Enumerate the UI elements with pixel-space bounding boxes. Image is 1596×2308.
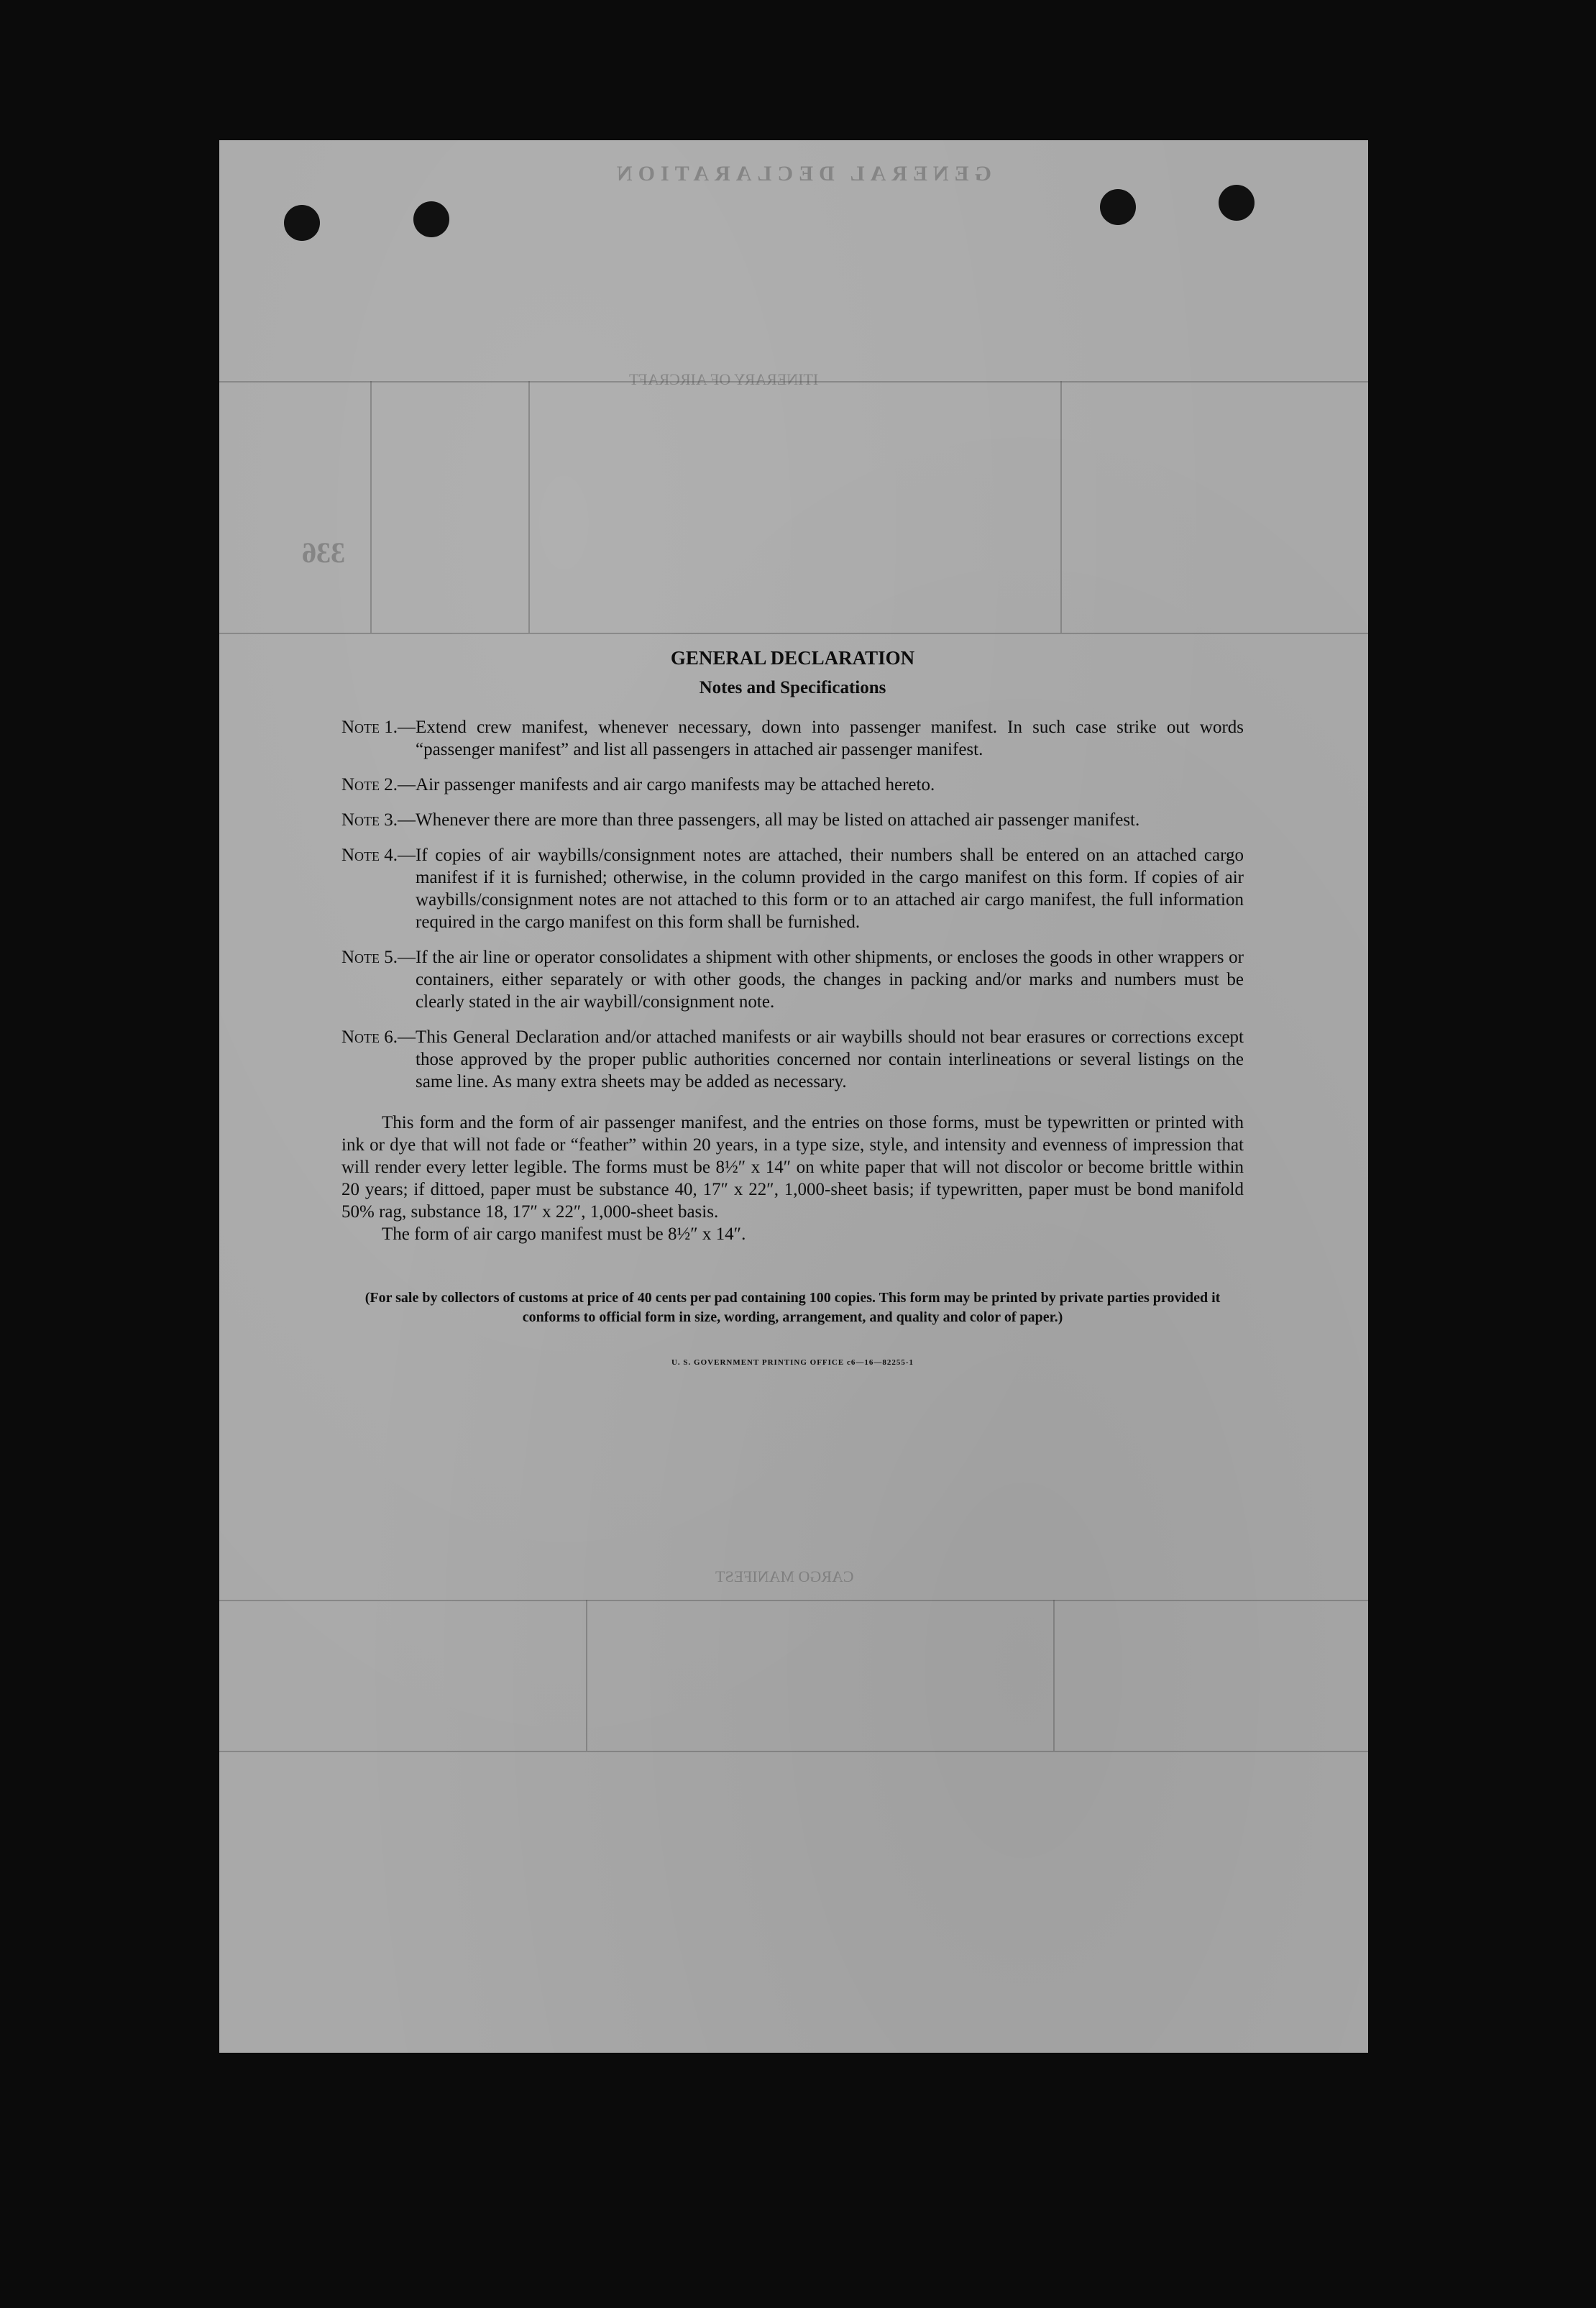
punch-hole [1100, 189, 1136, 225]
declaration-text [341, 647, 1244, 1374]
note-3 [341, 809, 1244, 831]
bleedthrough-rule [219, 381, 1368, 383]
note-label: Note 5.— [341, 948, 416, 967]
note-label: Note 4.— [341, 846, 416, 865]
bleedthrough-rule [1060, 381, 1062, 633]
note-label: Note 1.— [341, 718, 416, 737]
sale-notice: (For sale by collectors of customs at price of 40 cents per pad containing 100 copies. This form may be printed by private parties provided it conforms to official form in size, wording, arrangement, and quality and color of paper.) [364, 1290, 1221, 1325]
punch-hole [413, 201, 449, 237]
bleedthrough-cargo-manifest: CARGO MANIFEST [715, 1567, 854, 1585]
note-text: This General Declaration and/or attached manifests or air waybills should not bear erasures or corrections except those approved by the proper public authorities concerned nor contain interlineations or several listings on the same line. As many extra sheets may be added as necessary. [416, 1027, 1244, 1091]
bleedthrough-rule [370, 381, 372, 633]
bleedthrough-title: GENERAL DECLARATION [611, 162, 992, 186]
bleedthrough-rule [1053, 1600, 1055, 1751]
note-1 [341, 716, 1244, 761]
note-label: Note 2.— [341, 775, 416, 794]
note-text: Whenever there are more than three passengers, all may be listed on attached air passenger manifest. [416, 810, 1140, 830]
note-text: Extend crew manifest, whenever necessary, down into passenger manifest. In such case strike out words “passenger manifest” and list all passengers in attached air passenger manifest. [416, 718, 1244, 759]
bleedthrough-number: 336 [302, 536, 345, 569]
bleedthrough-rule [219, 633, 1368, 634]
note-5 [341, 946, 1244, 1013]
note-label: Note 6.— [341, 1027, 416, 1047]
note-text: If copies of air waybills/consignment notes are attached, their numbers shall be entered on an attached cargo manifest if it is furnished; otherwise, in the column provided in the cargo manifest on this form. If copies of air waybills/consignment notes are not attached to this form or to an attached air cargo manifest, the full information required in the cargo manifest on this form shall be furnished. [416, 846, 1244, 932]
document-title: GENERAL DECLARATION [670, 647, 915, 669]
punch-hole [1219, 185, 1255, 221]
form-requirements-paragraph: This form and the form of air passenger manifest, and the entries on those forms, must be typewritten or printed with ink or dye that will not fade or “feather” within 20 years, in a type size, style, and intensity and evenness of impression that will render every letter legible. The forms must be 8½″ x 14″ on white paper that will not discolor or become brittle within 20 years; if dittoed, paper must be substance 40, 17″ x 22″, 1,000-sheet basis; if typewritten, paper must be bond manifold 50% rag, substance 18, 17″ x 22″, 1,000-sheet basis. [341, 1113, 1244, 1222]
cargo-manifest-size-line: The form of air cargo manifest must be 8½″ x 14″. [382, 1224, 746, 1244]
note-6 [341, 1026, 1244, 1093]
note-4 [341, 844, 1244, 933]
note-text: Air passenger manifests and air cargo manifests may be attached hereto. [416, 775, 935, 794]
bleedthrough-rule [219, 1600, 1368, 1601]
bleedthrough-rule [528, 381, 530, 633]
bleedthrough-itinerary: ITINERARY OF AIRCRAFT [629, 370, 819, 388]
note-text: If the air line or operator consolidates a shipment with other shipments, or encloses the goods in other wrappers or containers, either separately or with other goods, the changes in packing and/or marks and numbers must be clearly stated in the air waybill/consignment note. [416, 948, 1244, 1012]
note-label: Note 3.— [341, 810, 416, 830]
note-2 [341, 774, 1244, 796]
printer-imprint: U. S. GOVERNMENT PRINTING OFFICE c6—16—82255-1 [671, 1358, 914, 1367]
bleedthrough-rule [586, 1600, 587, 1751]
document-subtitle: Notes and Specifications [699, 678, 886, 697]
bleedthrough-rule [219, 1751, 1368, 1752]
punch-hole [284, 205, 320, 241]
